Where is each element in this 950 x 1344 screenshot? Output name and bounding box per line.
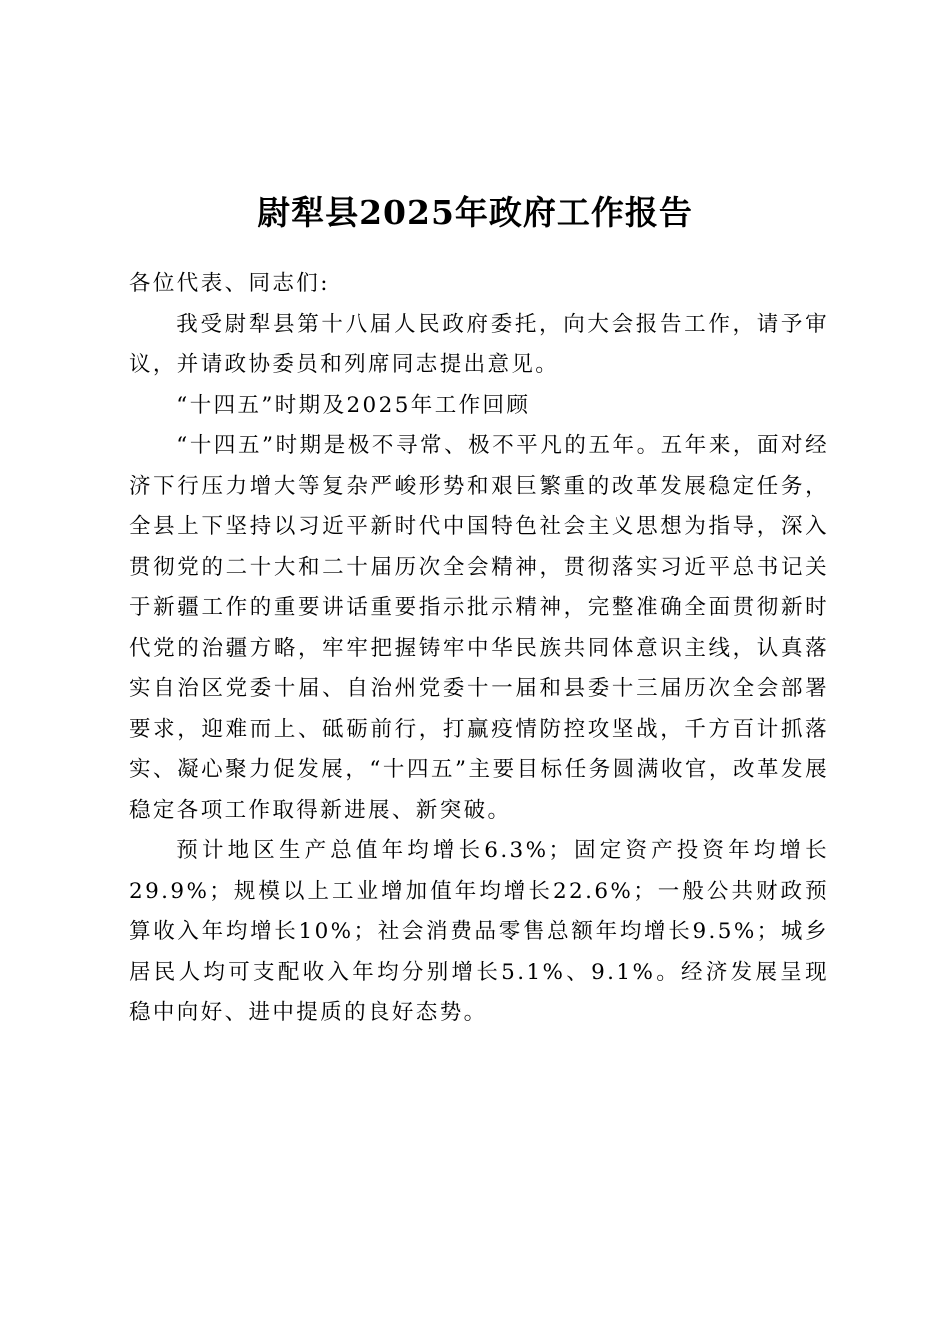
paragraph-review: “十四五”时期是极不寻常、极不平凡的五年。五年来，面对经济下行压力增大等复杂严峻形势和艰巨繁重的改革发展稳定任务，全县上下坚持以习近平新时代中国特色社会主义思想为指导，深入贯彻党的二十大和二十届历次全会精神，贯彻落实习近平总书记关于新疆工作的重要讲话重要指示批示精神，完整准确全面贯彻新时代党的治疆方略，牢牢把握铸牢中华民族共同体意识主线，认真落实自治区党委十届、自治州党委十一届和县委十三届历次全会部署要求，迎难而上、砥砺前行，打赢疫情防控攻坚战，千方百计抓落实、凝心聚力促发展，“十四五”主要目标任务圆满收官，改革发展稳定各项工作取得新进展、新突破。 — [129, 433, 829, 823]
section-heading: “十四五”时期及2025年工作回顾 — [176, 392, 531, 418]
salutation: 各位代表、同志们: — [129, 271, 330, 296]
paragraph-intro: 我受尉犁县第十八届人民政府委托，向大会报告工作，请予审议，并请政协委员和列席同志提出意见。 — [129, 311, 829, 377]
paragraph-statistics: 预计地区生产总值年均增长6.3%；固定资产投资年均增长29.9%；规模以上工业增加值年均增长22.6%；一般公共财政预算收入年均增长10%；社会消费品零售总额年均增长9.5%；城乡居民人均可支配收入年均分别增长5.1%、9.1%。经济发展呈现稳中向好、进中提质的良好态势。 — [129, 838, 829, 1025]
document-body — [129, 264, 829, 1034]
document-title: 尉犁县2025年政府工作报告 — [257, 193, 693, 233]
